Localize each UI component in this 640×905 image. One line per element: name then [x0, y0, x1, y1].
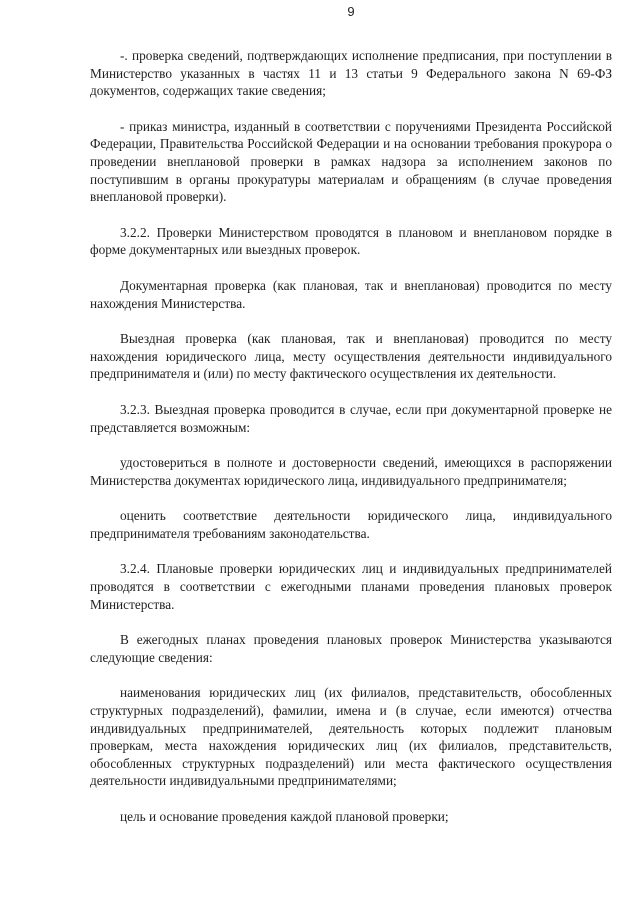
paragraph-3-2-3: 3.2.3. Выездная проверка проводится в случае, если при документарной проверке не представляется возможным:	[90, 401, 612, 435]
paragraph-3-2-4: 3.2.4. Плановые проверки юридических лиц и индивидуальных предпринимателей проводятся в соответствии с ежегодными планами проведения плановых проверок Министерства.	[90, 561, 612, 612]
paragraph-onsite-check: Выездная проверка (как плановая, так и внеплановая) проводится по месту нахождения юридического лица, месту осуществления деятельности индивидуального предпринимателя и (или) по месту фактического осуществления их деятельности.	[90, 331, 612, 382]
page-number: 9	[347, 4, 355, 19]
paragraph-entity-names: наименования юридических лиц (их филиалов, представительств, обособленных структурных подразделений), фамилии, имена и (в случае, если имеются) отчества индивидуальных предпринимателей, деятельность которых подлежит плановым проверкам, места нахождения юридических лиц (их филиалов, представительств, обособленных структурных подразделений) или места фактического осуществления деятельности индивидуальными предпринимателями;	[90, 685, 612, 789]
paragraph-annual-plans: В ежегодных планах проведения плановых проверок Министерства указываются следующие сведения:	[90, 632, 612, 665]
paragraph-minister-order: - приказ министра, изданный в соответствии с поручениями Президента Российской Федерации, Правительства Российской Федерации и на основании требования прокурора о проведении внеплановой проверки в рамках надзора за исполнением законов по поступившим в органы прокуратуры материалам и обращениям (в случае проведения внеплановой проверки).	[90, 118, 612, 205]
paragraph-prescription-check: -. проверка сведений, подтверждающих исполнение предписания, при поступлении в Министерство указанных в частях 11 и 13 статьи 9 Федерального закона N 69-ФЗ документов, содержащих такие сведения;	[90, 48, 612, 99]
paragraph-assess-compliance: оценить соответствие деятельности юридического лица, индивидуального предпринимателя требованиям законодательства.	[90, 508, 612, 541]
paragraph-verify-completeness: удостовериться в полноте и достоверности сведений, имеющихся в распоряжении Министерства документах юридического лица, индивидуального предпринимателя;	[90, 455, 612, 488]
paragraph-3-2-2: 3.2.2. Проверки Министерством проводятся в плановом и внеплановом порядке в форме документарных или выездных проверок.	[90, 224, 612, 258]
paragraph-purpose-basis: цель и основание проведения каждой плановой проверки;	[120, 809, 449, 824]
paragraph-documentary-check: Документарная проверка (как плановая, так и внеплановая) проводится по месту нахождения Министерства.	[90, 277, 612, 311]
